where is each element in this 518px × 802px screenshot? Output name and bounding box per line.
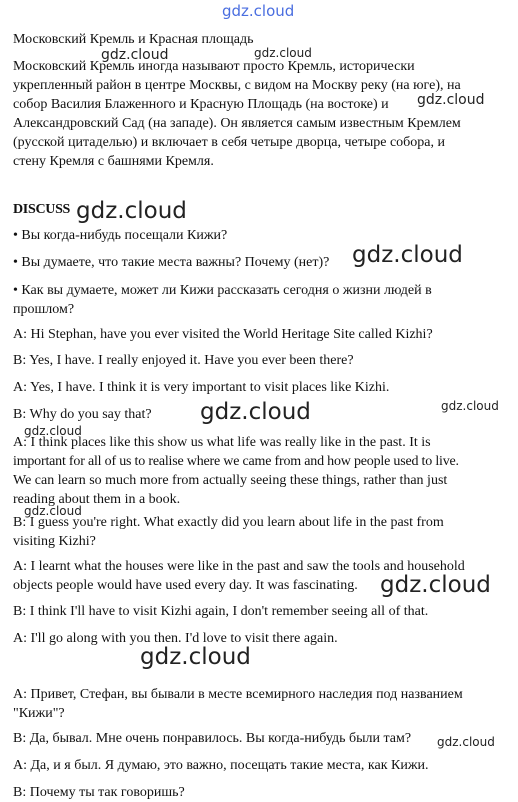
paragraph-line: собор Василия Блаженного и Красную Площадь (на востоке) и	[13, 97, 389, 112]
watermark: gdz.cloud	[140, 644, 251, 670]
watermark: gdz.cloud	[101, 47, 169, 63]
question-line: прошлом?	[13, 302, 75, 317]
dialogue-line: visiting Kizhi?	[13, 534, 96, 549]
watermark: gdz.cloud	[222, 2, 295, 20]
dialogue-line: important for all of us to realise where we came from and how people used to live.	[13, 454, 459, 469]
question-line: • Как вы думаете, может ли Кижи рассказать сегодня о жизни людей в	[13, 283, 432, 298]
watermark: gdz.cloud	[441, 399, 499, 413]
dialogue-line: reading about them in a book.	[13, 492, 181, 507]
dialogue-ru-line-3: А: Да, и я был. Я думаю, это важно, посещать такие места, как Кижи.	[13, 758, 429, 773]
discuss-question-1: • Вы когда-нибудь посещали Кижи?	[13, 228, 228, 243]
dialogue-en-line-1: A: Hi Stephan, have you ever visited the World Heritage Site called Kizhi?	[13, 327, 433, 342]
discuss-question-3	[13, 281, 505, 319]
dialogue-ru-line-1	[13, 685, 505, 723]
paragraph-line: Московский Кремль иногда называют просто Кремль, исторически	[13, 59, 415, 74]
dialogue-en-line-2: B: Yes, I have. I really enjoyed it. Have you ever been there?	[13, 353, 354, 368]
paragraph-line: стену Кремля с башнями Кремля.	[13, 154, 214, 169]
watermark: gdz.cloud	[380, 572, 491, 598]
watermark: gdz.cloud	[352, 242, 463, 268]
dialogue-ru-line-2: В: Да, бывал. Мне очень понравилось. Вы когда-нибудь были там?	[13, 731, 412, 746]
dialogue-en-line-5	[13, 433, 505, 509]
dialogue-line: "Кижи"?	[13, 706, 65, 721]
kremlin-paragraph	[13, 57, 505, 171]
paragraph-line: (русской цитаделью) и включает в себя четыре дворца, четыре собора, и	[13, 135, 446, 150]
dialogue-line: А: Привет, Стефан, вы бывали в месте всемирного наследия под названием	[13, 687, 463, 702]
watermark: gdz.cloud	[24, 424, 82, 438]
paragraph-line: укрепленный район в центре Москвы, с видом на Москву реку (на юге), на	[13, 78, 461, 93]
watermark: gdz.cloud	[437, 735, 495, 749]
dialogue-en-line-8: B: I think I'll have to visit Kizhi again, I don't remember seeing all of that.	[13, 604, 429, 619]
dialogue-line: B: I guess you're right. What exactly did you learn about life in the past from	[13, 515, 444, 530]
dialogue-ru-line-4: В: Почему ты так говоришь?	[13, 785, 185, 800]
dialogue-en-line-4: B: Why do you say that?	[13, 407, 152, 422]
dialogue-line: A: I learnt what the houses were like in the past and saw the tools and household	[13, 559, 465, 574]
kremlin-title: Московский Кремль и Красная площадь	[13, 32, 254, 47]
discuss-heading: DISCUSS	[13, 202, 71, 217]
watermark: gdz.cloud	[76, 198, 187, 224]
watermark: gdz.cloud	[24, 504, 82, 518]
dialogue-line: A: I think places like this show us what life was really like in the past. It is	[13, 435, 431, 450]
discuss-question-2: • Вы думаете, что такие места важны? Почему (нет)?	[13, 255, 330, 270]
dialogue-line: We can learn so much more from actually seeing these things, rather than just	[13, 473, 448, 488]
watermark: gdz.cloud	[200, 399, 311, 425]
dialogue-en-line-6	[13, 513, 505, 551]
paragraph-line: Александровский Сад (на западе). Он является самым известным Кремлем	[13, 116, 461, 131]
dialogue-en-line-3: A: Yes, I have. I think it is very important to visit places like Kizhi.	[13, 380, 390, 395]
dialogue-en-line-9: A: I'll go along with you then. I'd love to visit there again.	[13, 631, 338, 646]
watermark: gdz.cloud	[254, 46, 312, 60]
watermark: gdz.cloud	[417, 92, 485, 108]
dialogue-line: objects people would have used every day. It was fascinating.	[13, 578, 358, 593]
